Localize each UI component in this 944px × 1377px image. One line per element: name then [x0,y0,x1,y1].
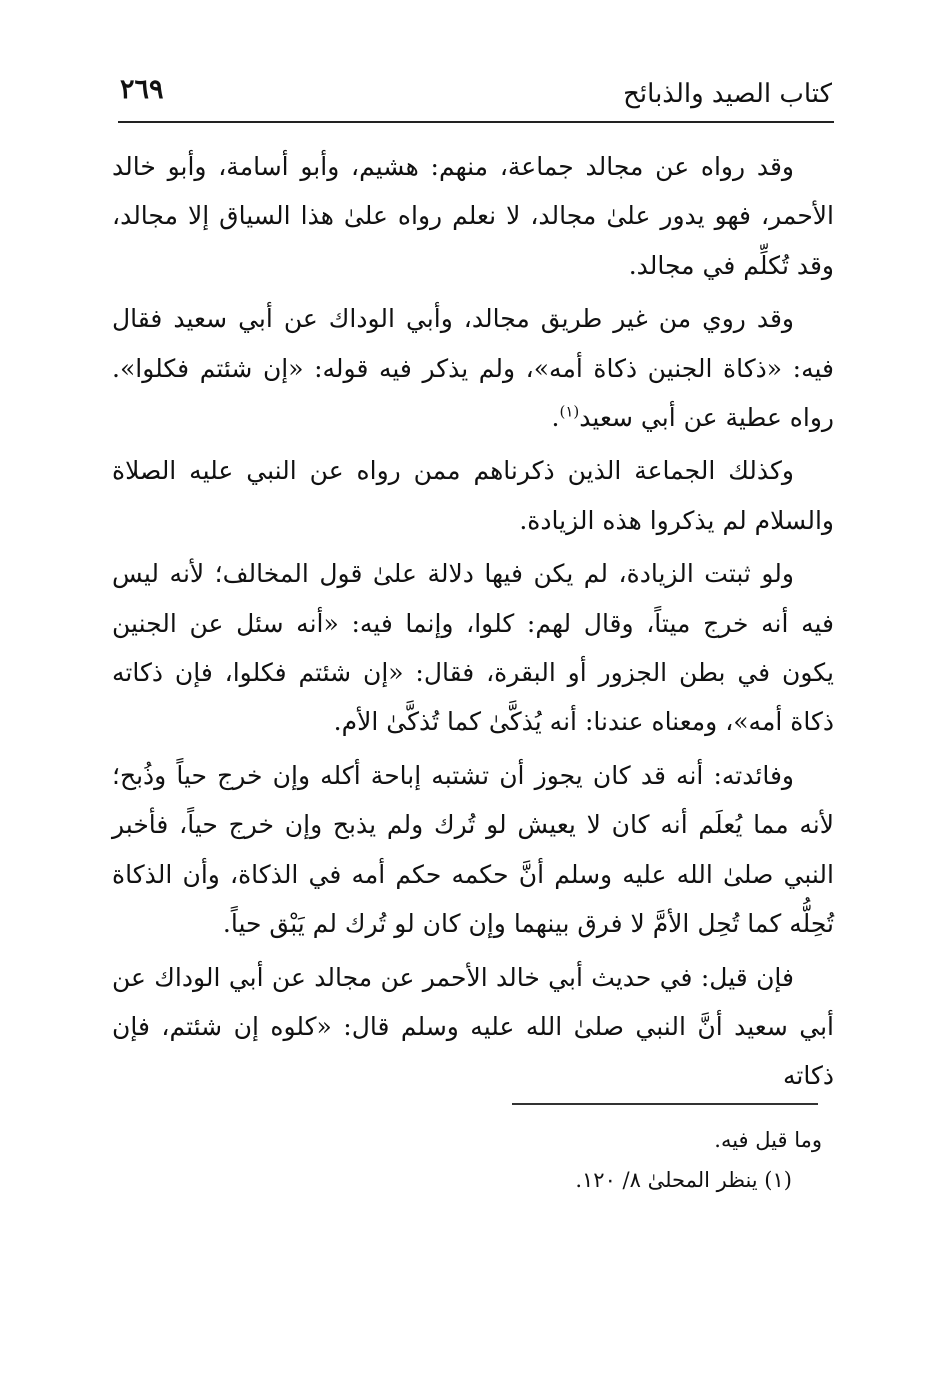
paragraph-1: وقد رواه عن مجالد جماعة، منهم: هشيم، وأبو أسامة، وأبو خالد الأحمر، فهو يدور علىٰ مجالد، لا نعلم رواه علىٰ هذا السياق إلا مجالد، وقد تُكلِّم في مجالد. [112,152,834,280]
footnote-continuation: وما قيل فيه. [714,1128,822,1152]
footnotes [112,1120,822,1200]
page-number: ٢٦٩ [120,74,164,105]
paragraph-5: وفائدته: أنه قد كان يجوز أن تشتبه إباحة أكله وإن خرج حياً وذُبح؛ لأنه مما يُعلَم أنه كان لا يعيش لو تُرك ولم يذبح وإن خرج حياً، فأخبر النبي صلىٰ الله عليه وسلم أنَّ حكمه حكم أمه في الذكاة، وأن الذكاة تُحِلُّه كما تُحِل الأمَّ لا فرق بينهما وإن كان لو تُرك لم يَبْق حياً. [112,760,834,939]
paragraph-6: فإن قيل: في حديث أبي خالد الأحمر عن مجالد عن أبي الوداك عن أبي سعيد أنَّ النبي صلىٰ الله عليه وسلم قال: «كلوه إن شئتم، فإن ذكاته [112,962,834,1091]
paragraph-2 [112,294,834,442]
footnote-1: (١) ينظر المحلىٰ ٨/ ١٢٠. [575,1168,792,1192]
paragraph-4: ولو ثبتت الزيادة، لم يكن فيها دلالة علىٰ قول المخالف؛ لأنه ليس فيه أنه خرج ميتاً، وقال لهم: كلوا، وإنما فيه: «أنه سئل عن الجنين يكون في بطن الجزور أو البقرة، فقال: «إن شئتم فكلوا، فإن ذكاته ذكاة أمه»، ومعناه عندنا: أنه يُذكَّىٰ كما تُذكَّىٰ الأم. [112,559,834,737]
paragraph-2-text: وقد روي من غير طريق مجالد، وأبي الوداك عن أبي سعيد فقال فيه: «ذكاة الجنين ذكاة أمه»، ولم يذكر فيه قوله: «إن شئتم فكلوا». رواه عطية عن أبي سعيد [112,304,834,433]
footnote-reference: (١) [559,402,580,421]
main-text [112,142,834,1105]
running-title: كتاب الصيد والذبائح [623,79,832,109]
paragraph-3: وكذلك الجماعة الذين ذكرناهم ممن رواه عن النبي عليه الصلاة والسلام لم يذكروا هذه الزيادة. [112,456,834,535]
header-rule [118,121,834,123]
page-header [118,66,832,122]
footnote-rule [512,1103,818,1105]
paragraph-2-end: . [551,403,560,433]
